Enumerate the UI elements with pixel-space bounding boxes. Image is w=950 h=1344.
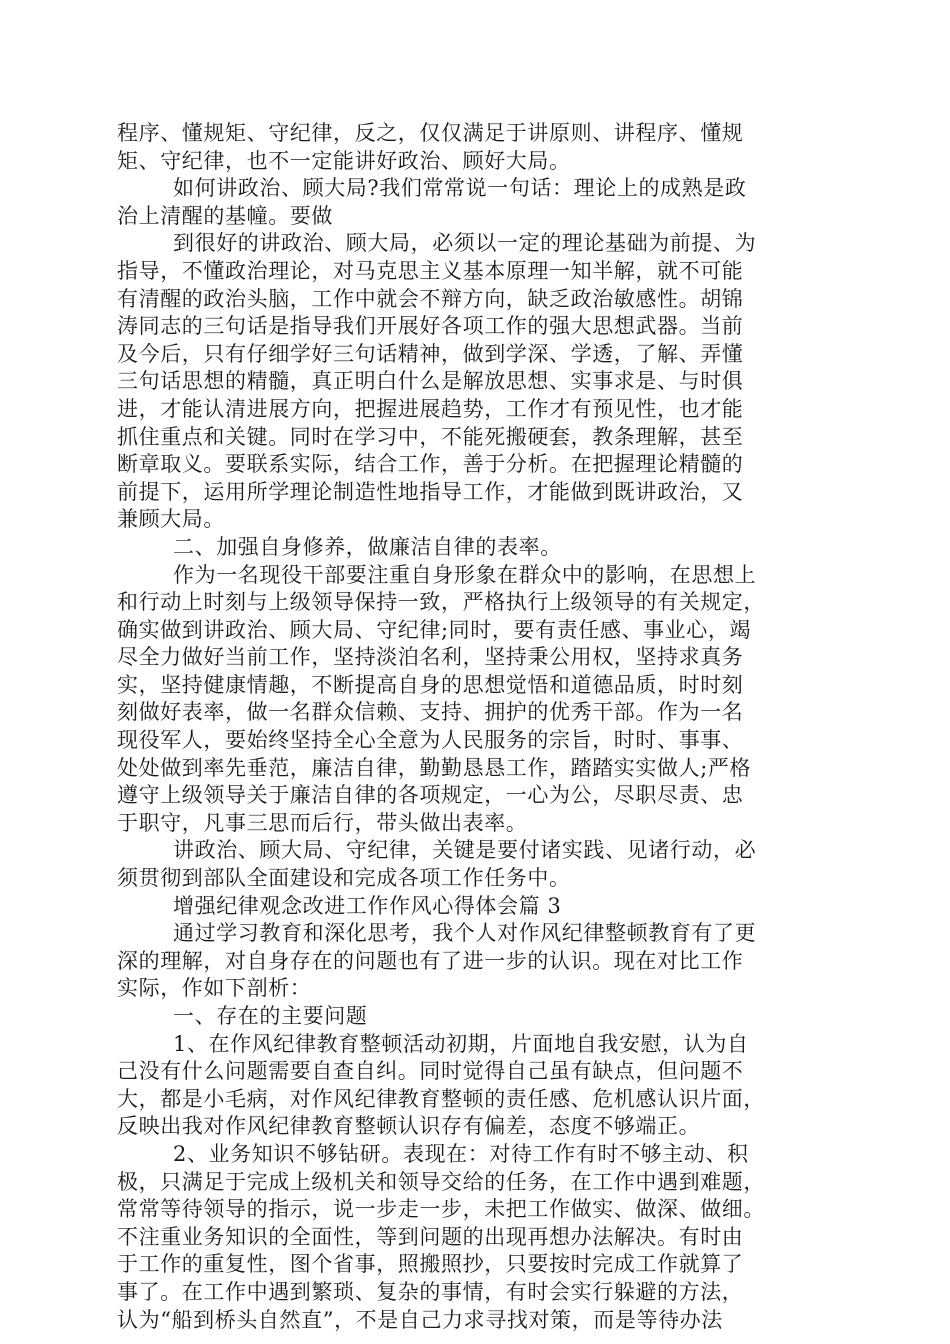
text-line: 到很好的讲政治、顾大局，必须以一定的理论基础为前提、为 xyxy=(173,231,757,256)
text-line: 治上清醒的基幢。要做 xyxy=(117,203,333,228)
text-line: 通过学习教育和深化思考，我个人对作风纪律整顿教育有了更 xyxy=(173,921,757,946)
text-line: 2、业务知识不够钻研。表现在：对待工作有时不够主动、积 xyxy=(173,1141,749,1166)
text-line: 认为“船到桥头自然直”，不是自己力求寻找对策，而是等待办法 xyxy=(117,1307,723,1332)
text-line: 涛同志的三句话是指导我们开展好各项工作的强大思想武器。当前 xyxy=(117,314,744,339)
text-line: 不注重业务知识的全面性，等到问题的出现再想办法解决。有时由 xyxy=(117,1224,744,1249)
text-line: 讲政治、顾大局、守纪律，关键是要付诸实践、见诸行动，必 xyxy=(173,838,757,863)
text-line: 实，坚持健康情趣，不断提高自身的思想觉悟和道德品质，时时刻 xyxy=(117,672,744,697)
text-line: 增强纪律观念改进工作作风心得体会篇 3 xyxy=(173,893,562,918)
text-line: 矩、守纪律，也不一定能讲好政治、顾好大局。 xyxy=(117,148,571,173)
text-line: 事了。在工作中遇到繁琐、复杂的事情，有时会实行躲避的方法， xyxy=(117,1279,744,1304)
text-line: 大，都是小毛病，对作风纪律教育整顿的责任感、危机感认识片面， xyxy=(117,1086,765,1111)
text-line: 处处做到率先垂范，廉洁自律，勤勤恳恳工作，踏踏实实做人;严格 xyxy=(117,755,752,780)
text-line: 及今后，只有仔细学好三句话精神，做到学深、学透，了解、弄懂 xyxy=(117,341,744,366)
text-line: 须贯彻到部队全面建设和完成各项工作任务中。 xyxy=(117,866,571,891)
text-line: 己没有什么问题需要自查自纠。同时觉得自己虽有缺点，但问题不 xyxy=(117,1059,744,1084)
text-line: 前提下，运用所学理论制造性地指导工作，才能做到既讲政治，又 xyxy=(117,479,744,504)
document-body xyxy=(117,120,810,1334)
text-line: 尽全力做好当前工作，坚持淡泊名利，坚持秉公用权，坚持求真务 xyxy=(117,645,744,670)
text-line: 抓住重点和关键。同时在学习中，不能死搬硬套，教条理解，甚至 xyxy=(117,424,744,449)
text-line: 于工作的重复性，图个省事，照搬照抄，只要按时完成工作就算了 xyxy=(117,1252,744,1277)
text-line: 程序、懂规矩、守纪律，反之，仅仅满足于讲原则、讲程序、懂规 xyxy=(117,121,744,145)
text-line: 有清醒的政治头脑，工作中就会不辩方向，缺乏政治敏感性。胡锦 xyxy=(117,286,744,311)
text-line: 遵守上级领导关于廉洁自律的各项规定，一心为公，尽职尽责、忠 xyxy=(117,783,744,808)
text-line: 一、存在的主要问题 xyxy=(173,1004,368,1028)
text-line: 指导，不懂政治理论，对马克思主义基本原理一知半解，就不可能 xyxy=(117,258,744,283)
text-line: 如何讲政治、顾大局?我们常常说一句话：理论上的成熟是政 xyxy=(173,176,747,201)
text-line: 1、在作风纪律教育整顿活动初期，片面地自我安慰，认为自 xyxy=(173,1031,749,1056)
text-line: 深的理解，对自身存在的问题也有了进一步的认识。现在对比工作 xyxy=(117,948,744,973)
text-line: 确实做到讲政治、顾大局、守纪律;同时，要有责任感、事业心，竭 xyxy=(117,617,752,642)
text-line: 进，才能认清进展方向，把握进展趋势，工作才有预见性，也才能 xyxy=(117,396,744,421)
text-line: 常常等待领导的指示，说一步走一步，未把工作做实、做深、做细。 xyxy=(117,1197,765,1222)
text-line: 现役军人，要始终坚持全心全意为人民服务的宗旨，时时、事事、 xyxy=(117,728,744,753)
text-line: 三句话思想的精髓，真正明白什么是解放思想、实事求是、与时俱 xyxy=(117,369,744,394)
text-line: 作为一名现役干部要注重自身形象在群众中的影响，在思想上 xyxy=(173,562,757,587)
text-line: 和行动上时刻与上级领导保持一致，严格执行上级领导的有关规定， xyxy=(117,590,765,615)
text-line: 反映出我对作风纪律教育整顿认识存有偏差，态度不够端正。 xyxy=(117,1114,701,1139)
text-line: 实际，作如下剖析： xyxy=(117,976,312,1001)
text-line: 断章取义。要联系实际，结合工作，善于分析。在把握理论精髓的 xyxy=(117,452,744,477)
text-line: 于职守，凡事三思而后行，带头做出表率。 xyxy=(117,810,528,835)
text-line: 刻做好表率，做一名群众信赖、支持、拥护的优秀干部。作为一名 xyxy=(117,700,744,725)
text-line: 极，只满足于完成上级机关和领导交给的任务，在工作中遇到难题， xyxy=(117,1169,765,1194)
text-line: 兼顾大局。 xyxy=(117,507,225,532)
text-line: 二、加强自身修养，做廉洁自律的表率。 xyxy=(173,534,562,559)
